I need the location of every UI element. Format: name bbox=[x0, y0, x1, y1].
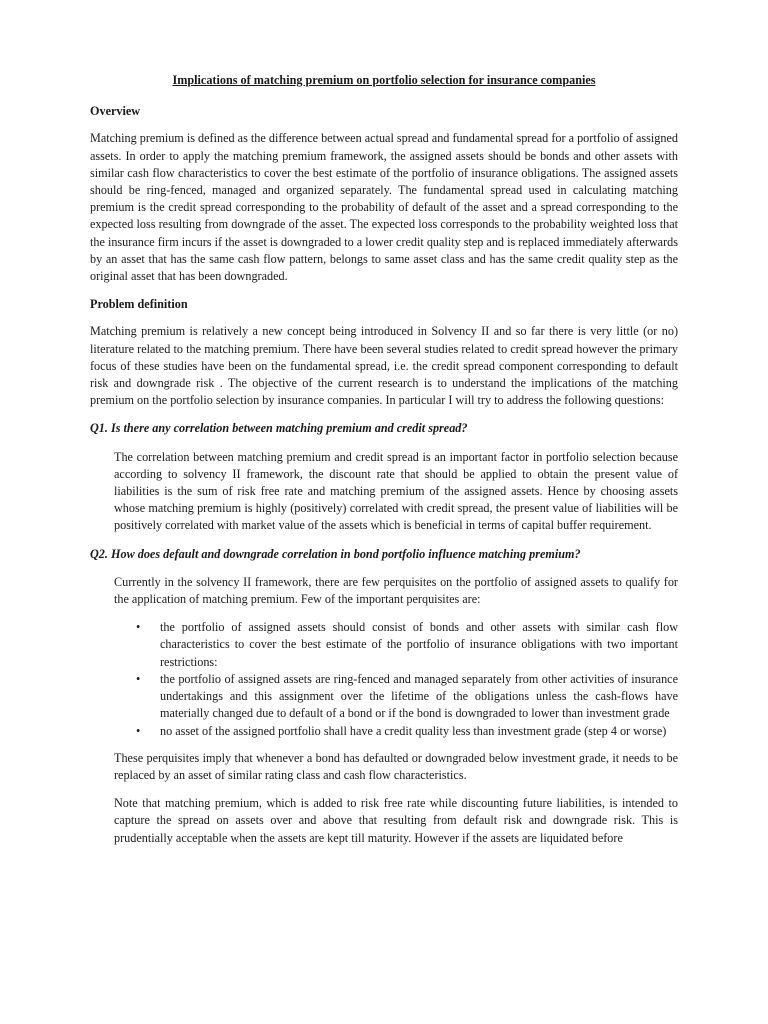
overview-heading: Overview bbox=[90, 104, 141, 119]
bullet-icon: • bbox=[136, 723, 141, 738]
list-item bbox=[136, 723, 678, 740]
list-item-text: no asset of the assigned portfolio shall have a credit quality less than investment grade (step 4 or worse) bbox=[160, 723, 667, 738]
problem-definition-paragraph: Matching premium is relatively a new concept being introduced in Solvency II and so far there is very little (or no) literature related to the matching premium. There have been several studies related to credit spread however the primary focus of these studies have been on the fundamental spread, i.e. the credit spread component corresponding to default risk and downgrade risk . The objective of the current research is to understand the implications of the matching premium on the portfolio selection by insurance companies. In particular I will try to address the following questions: bbox=[90, 324, 678, 408]
list-item bbox=[136, 671, 678, 723]
question-1: Q1. Is there any correlation between matching premium and credit spread? bbox=[90, 421, 468, 436]
list-item bbox=[136, 619, 678, 671]
bullet-icon: • bbox=[136, 620, 141, 635]
question-1-answer: The correlation between matching premium and credit spread is an important factor in portfolio selection because according to solvency II framework, the discount rate that should be applied to obtain the present value of liabilities is the sum of risk free rate and matching premium of the assigned assets. Hence by choosing assets whose matching premium is highly (positively) correlated with credit spread, the present value of liabilities will be positively correlated with market value of the assets which is beneficial in terms of capital buffer requirement. bbox=[114, 449, 678, 533]
document-title: Implications of matching premium on portfolio selection for insurance companies bbox=[172, 73, 596, 87]
note-paragraph: Note that matching premium, which is added to risk free rate while discounting future liabilities, is intended to capture the spread on assets over and above that resulting from default risk and downgrade risk. This is prudentially acceptable when the assets are kept till maturity. However if the assets are liquidated before bbox=[114, 796, 678, 845]
problem-definition-heading: Problem definition bbox=[90, 297, 188, 312]
list-item-text: the portfolio of assigned assets should consist of bonds and other assets with similar cash flow characteristics to cover the best estimate of the portfolio of insurance obligations with two important restrictions: bbox=[160, 620, 678, 669]
question-2-intro: Currently in the solvency II framework, there are few perquisites on the portfolio of assigned assets to qualify for the application of matching premium. Few of the important perquisites are: bbox=[114, 574, 678, 607]
overview-paragraph: Matching premium is defined as the difference between actual spread and fundamental spread for a portfolio of assigned assets. In order to apply the matching premium framework, the assigned assets should be bonds and other assets with similar cash flow characteristics to cover the best estimate of the portfolio of insurance obligations. The assigned assets should be ring-fenced, managed and organized separately. The fundamental spread used in calculating matching premium is the credit spread corresponding to the probability of default of the asset and a spread corresponding to the expected loss resulting from downgrade of the asset. The expected loss corresponds to the probability weighted loss that the insurance firm incurs if the asset is downgraded to a lower credit quality step and is replaced immediately afterwards by an asset that has the same cash flow pattern, belongs to same asset class and has the same credit quality step as the original asset that has been downgraded. bbox=[90, 131, 678, 284]
perquisites-implication-paragraph: These perquisites imply that whenever a bond has defaulted or downgraded below investment grade, it needs to be replaced by an asset of similar rating class and cash flow characteristics. bbox=[114, 750, 678, 782]
perquisites-list bbox=[90, 619, 678, 739]
question-2: Q2. How does default and downgrade correlation in bond portfolio influence matching premium? bbox=[90, 546, 581, 561]
list-item-text: the portfolio of assigned assets are ring-fenced and managed separately from other activities of insurance undertakings and this assignment over the lifetime of the obligations unless the cash-flows have materially changed due to default of a bond or if the bond is downgraded to lower than investment grade bbox=[160, 671, 678, 721]
bullet-icon: • bbox=[136, 671, 141, 686]
document-page bbox=[90, 72, 678, 858]
